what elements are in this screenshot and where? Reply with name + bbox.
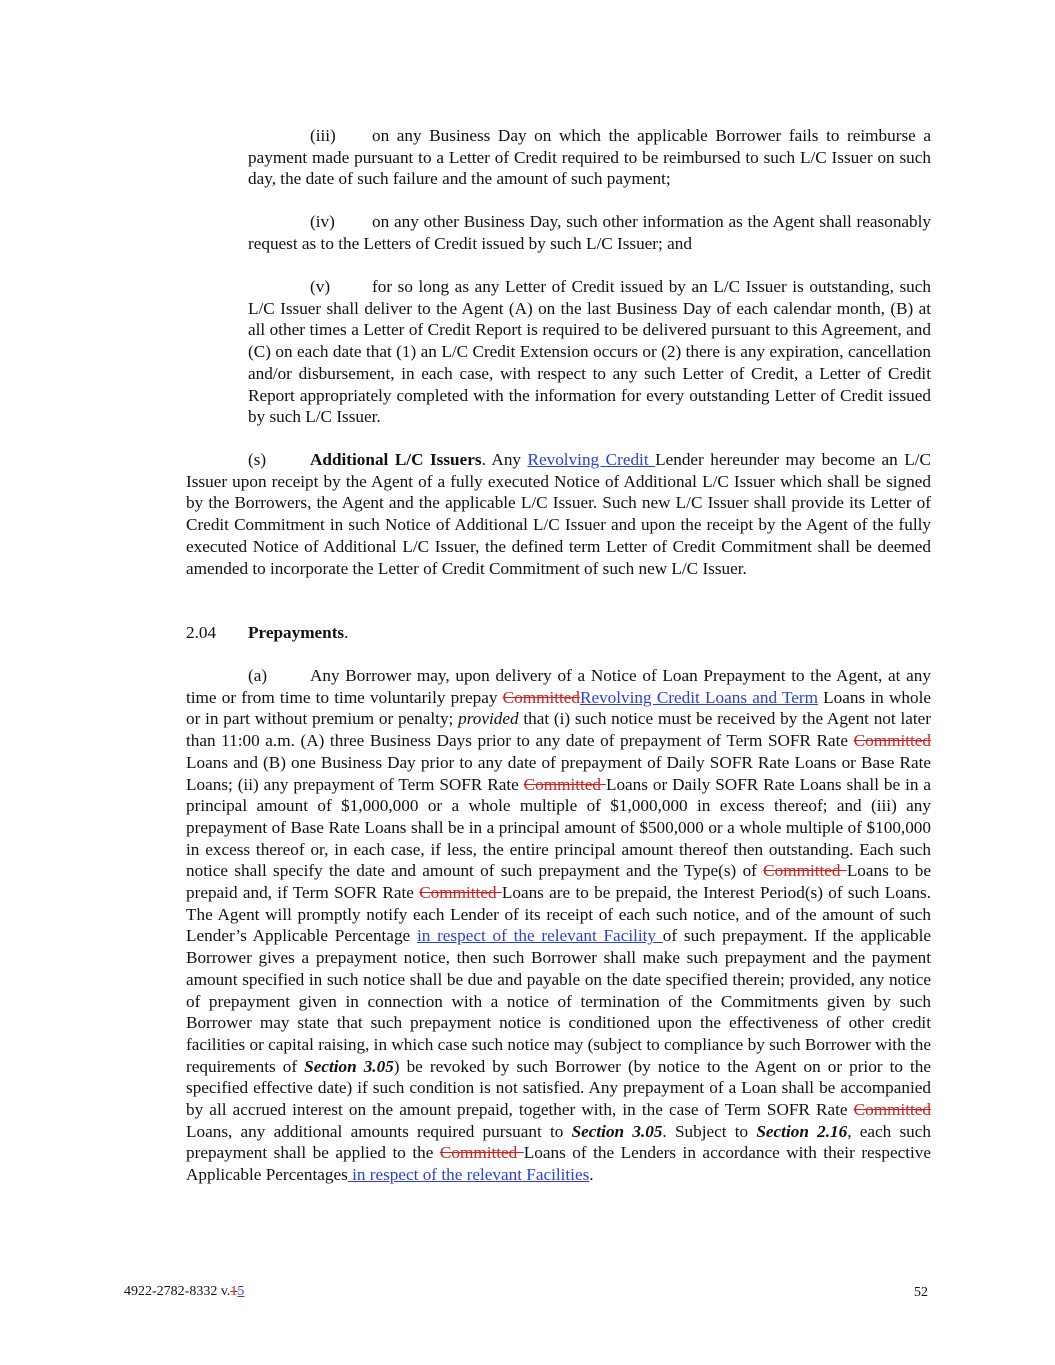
paragraph-a [186, 665, 931, 1186]
text-run: . [589, 1165, 594, 1185]
paragraph-iii [248, 125, 931, 190]
section-heading [186, 622, 348, 644]
text-run: Loans are to be prepaid, the Interest Period(s) of such Loans. The Agent will promptly notify each Lender of its receipt of each such notice, and of the amount of such Lender’s Applicable Percentage [186, 883, 932, 946]
text-run: , each such prepayment shall be applied to the [186, 1121, 931, 1163]
heading-title: Prepayments [248, 623, 345, 642]
deleted-text: Committed [523, 774, 606, 794]
text-run: Loans of the Lenders in accordance with their respective Applicable Percentages [186, 1143, 931, 1185]
section-reference: Section 3.05 [571, 1121, 663, 1141]
text-run: ) be revoked by such Borrower (by notice to the Agent on or prior to the specified effective date) if such condition is not satisfied. Any prepayment of a Loan shall be accompanied by all accrued interest on the amount prepaid, together with, in the case of Term SOFR Rate [186, 1056, 931, 1120]
text-run: . Subject to [662, 1121, 757, 1141]
section-number: (s) [248, 450, 267, 469]
deleted-text: Committed [439, 1143, 524, 1163]
text-run: that (i) such notice must be received by the Agent not later than 11:00 a.m. (A) three Business Days prior to any date of prepayment of Term SOFR Rate [186, 709, 931, 751]
item-number: (iv) [310, 212, 335, 231]
section-title: Additional L/C Issuers [310, 450, 482, 469]
inserted-text: in respect of the relevant Facilities [347, 1165, 590, 1185]
deleted-text: Committed [763, 861, 847, 881]
deleted-text: Committed [419, 883, 502, 903]
deleted-text: Committed [853, 1100, 931, 1120]
deleted-text: Committed [502, 687, 580, 707]
item-text: on any other Business Day, such other information as the Agent shall reasonably request as to the Letters of Credit issued by such L/C Issuer; and [248, 212, 931, 253]
item-text: on any Business Day on which the applicable Borrower fails to reimburse a payment made pursuant to a Letter of Credit required to be reimbursed to such L/C Issuer on such day, the date of such failure and the amount of such payment; [248, 126, 931, 189]
paragraph-s [186, 449, 931, 579]
paragraph-iv [248, 211, 931, 254]
inserted-text: Revolving Credit Loans and Term [580, 687, 818, 707]
page-number: 52 [914, 1285, 928, 1300]
text-run: Loans in whole or in part without premium or penalty; [186, 687, 931, 729]
inserted-text: Revolving Credit [527, 450, 656, 469]
item-number: (iii) [310, 126, 336, 145]
item-text: for so long as any Letter of Credit issued by an L/C Issuer is outstanding, such L/C Issuer shall deliver to the Agent (A) on the last Business Day of each calendar month, (B) at all other times a Letter of Credit Report is required to be delivered pursuant to this Agreement, and (C) on each date that (1) an L/C Credit Extension occurs or (2) there is any expiration, cancellation and/or disbursement, in each case, with respect to any such Letter of Credit, a Letter of Credit Report appropriately completed with the information for every outstanding Letter of Credit issued by such L/C Issuer. [248, 277, 931, 427]
section-reference: Section 3.05 [304, 1056, 394, 1076]
deleted-text: Committed [853, 731, 931, 751]
text-run: Any Borrower may, upon delivery of a Notice of Loan Prepayment to the Agent, at any time or from time to time voluntarily prepay [186, 666, 931, 707]
heading-period: . [344, 623, 349, 642]
text-run: Loans or Daily SOFR Rate Loans shall be in a principal amount of $1,000,000 or a whole multiple of $1,000,000 in excess thereof; and (iii) any prepayment of Base Rate Loans shall be in a principal amount of $500,000 or a whole multiple of $100,000 in excess thereof or, in each case, if less, the entire principal amount thereof then outstanding. Each such notice shall specify the date and amount of such prepayment and the Type(s) of [186, 774, 931, 881]
text-run: . Any [481, 450, 528, 469]
doc-id-text: 4922-2782-8332 v. [124, 1284, 231, 1299]
italic-term: provided [458, 709, 519, 729]
paragraph-v [248, 276, 931, 428]
text-run: Loans to be prepaid and, if Term SOFR Rate [186, 861, 931, 903]
text-run: of such prepayment. If the applicable Borrower gives a prepayment notice, then such Borrower shall make such prepayment and the payment amount specified in such notice shall be due and payable on the date specified therein; provided, any notice of prepayment given in connection with a notice of termination of the Commitments given by such Borrower may state that such prepayment notice is conditioned upon the effectiveness of other credit facilities or capital raising, in which case such notice may (subject to compliance by such Borrower with the requirements of [186, 926, 931, 1076]
text-run: Lender hereunder may become an L/C Issuer upon receipt by the Agent of a fully executed Notice of Additional L/C Issuer which shall be signed by the Borrowers, the Agent and the applicable L/C Issuer. Such new L/C Issuer shall provide its Letter of Credit Commitment in such Notice of Additional L/C Issuer and upon the receipt by the Agent of the fully executed Notice of Additional L/C Issuer, the defined term Letter of Credit Commitment shall be deemed amended to incorporate the Letter of Credit Commitment of such new L/C Issuer. [186, 450, 931, 578]
heading-number: 2.04 [186, 623, 217, 642]
section-number: (a) [248, 666, 268, 685]
version-new: 5 [237, 1284, 245, 1299]
document-id [124, 1283, 244, 1301]
section-reference: Section 2.16 [756, 1121, 848, 1141]
version-old: 1 [230, 1284, 238, 1299]
text-run: Loans, any additional amounts required pursuant to [186, 1121, 572, 1141]
inserted-text: in respect of the relevant Facility [416, 926, 663, 946]
item-number: (v) [310, 277, 331, 296]
text-run: Loans and (B) one Business Day prior to any date of prepayment of Daily SOFR Rate Loans or Base Rate Loans; (ii) any prepayment of Term SOFR Rate [186, 752, 931, 794]
